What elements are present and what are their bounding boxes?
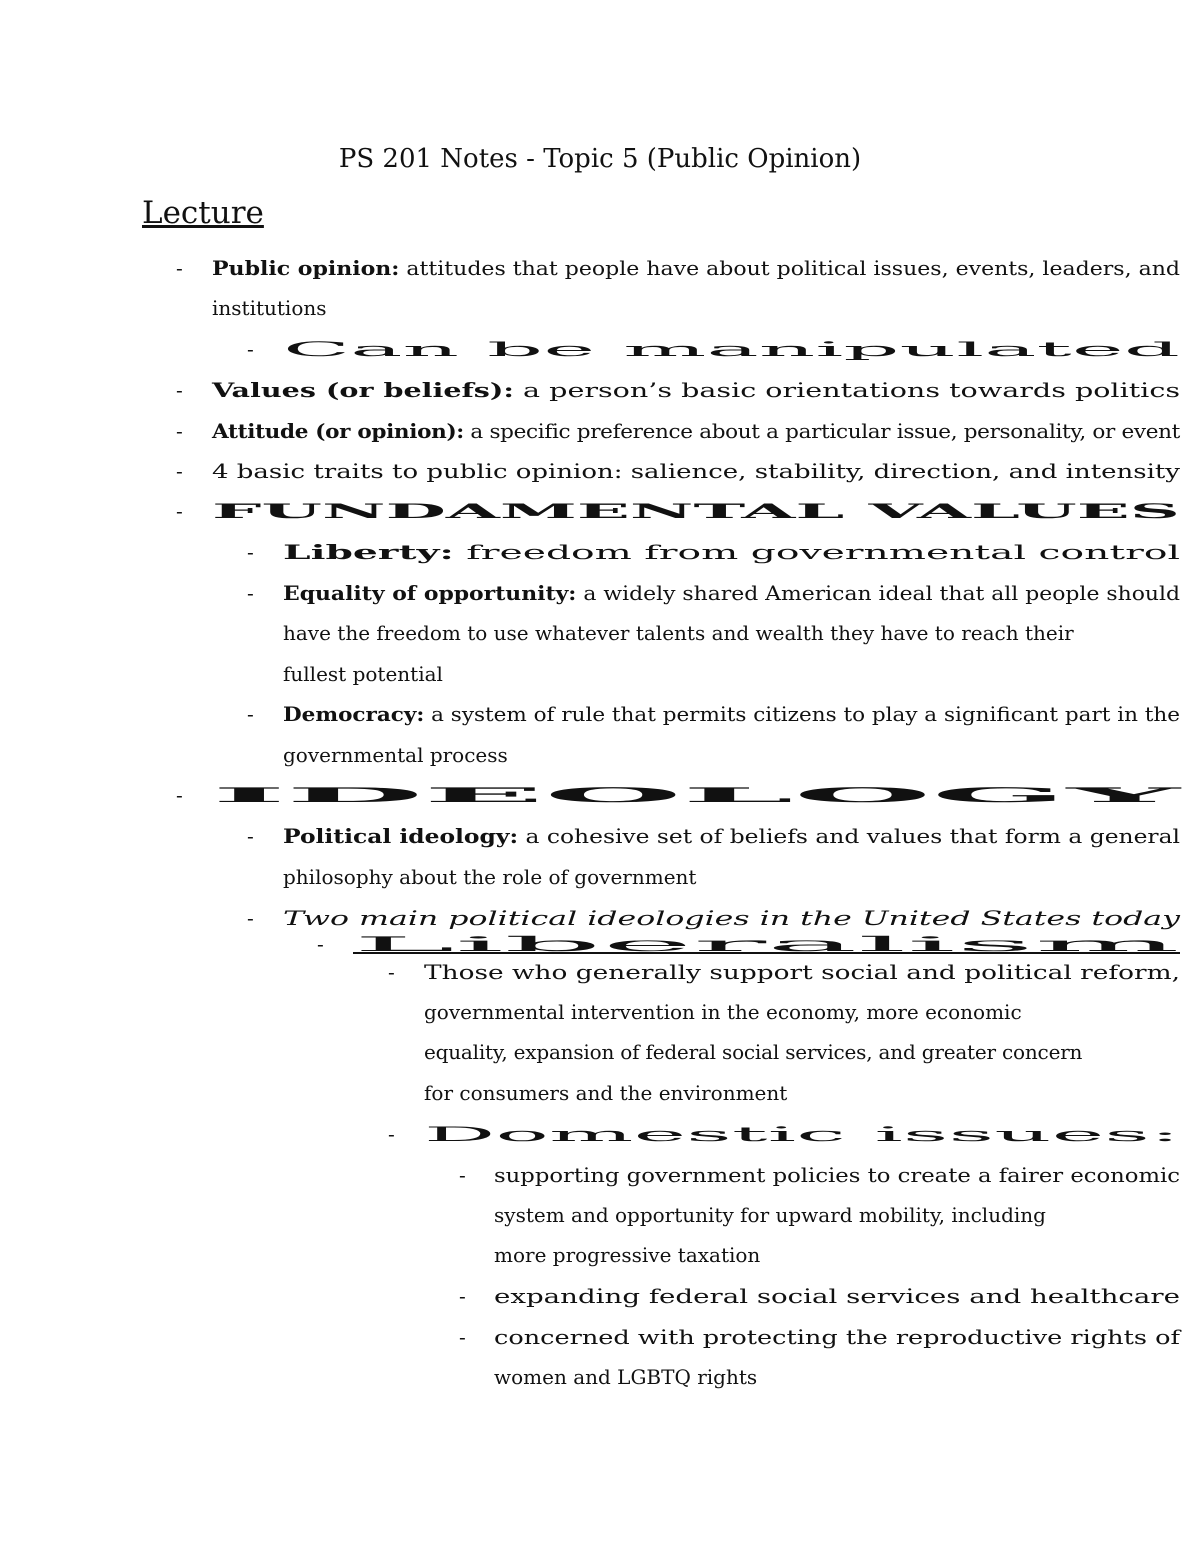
list-item-text: Domestic issues:	[424, 1122, 1180, 1146]
list-item-text	[283, 699, 1180, 729]
term-fundamental-values: FUNDAMENTAL VALUES	[212, 499, 1180, 523]
definition-equality: a widely shared American ideal that all people should	[576, 581, 1180, 605]
definition-public-opinion: attitudes that people have about political issues, events, leaders, and	[399, 256, 1180, 280]
list-item-continuation: equality, expansion of federal social services, and greater concern	[424, 1040, 1083, 1064]
bullet-dash: -	[388, 960, 395, 984]
list-item-text	[212, 253, 1180, 283]
term-ideology: IDEOLOGY	[212, 783, 1180, 807]
term-attitude: Attitude (or opinion):	[212, 419, 464, 443]
list-item-text	[283, 578, 1180, 608]
list-item-text	[212, 375, 1180, 405]
definition-attitude: a specific preference about a particular issue, personality, or event	[463, 419, 1180, 443]
list-item-continuation: women and LGBTQ rights	[494, 1365, 758, 1389]
list-item-text: Two main political ideologies in the United States today	[283, 906, 1180, 930]
list-item-text: 4 basic traits to public opinion: salience, stability, direction, and intensity	[212, 459, 1180, 483]
bullet-dash: -	[459, 1284, 466, 1308]
list-item-those-who	[0, 957, 1200, 987]
list-item-continuation: philosophy about the role of government	[283, 865, 697, 889]
bullet-dash: -	[247, 906, 254, 930]
bullet-dash: -	[247, 581, 254, 605]
term-democracy: Democracy:	[283, 702, 425, 726]
list-item-fairer-economic	[0, 1160, 1200, 1190]
list-item-liberty	[0, 537, 1200, 567]
list-item-expanding	[0, 1281, 1200, 1311]
list-item-text: Those who generally support social and political reform,	[424, 960, 1180, 984]
bullet-dash: -	[176, 459, 183, 483]
bullet-dash: -	[459, 1325, 466, 1349]
bullet-dash: -	[176, 378, 183, 402]
bullet-dash: -	[176, 783, 183, 807]
term-values: Values (or beliefs):	[212, 378, 514, 402]
definition-values: a person’s basic orientations towards politics	[513, 378, 1180, 402]
list-item-equality	[0, 578, 1200, 608]
list-item-fundamental-values	[0, 496, 1200, 526]
bullet-dash: -	[176, 499, 183, 523]
list-item-text	[283, 537, 1180, 567]
list-item-domestic-issues	[0, 1119, 1200, 1149]
bullet-dash: -	[247, 702, 254, 726]
list-item-continuation: for consumers and the environment	[424, 1081, 788, 1105]
list-item-text: concerned with protecting the reproductive rights of	[494, 1325, 1180, 1349]
list-item-liberalism	[0, 929, 1200, 959]
list-item-continuation: fullest potential	[283, 662, 443, 686]
list-item-text	[283, 821, 1180, 851]
list-item-public-opinion	[0, 253, 1200, 283]
definition-democracy: a system of rule that permits citizens to play a significant part in the	[424, 702, 1180, 726]
term-public-opinion: Public opinion:	[212, 256, 400, 280]
list-item-continuation: governmental intervention in the economy, more economic	[424, 1000, 1022, 1024]
list-item-text	[212, 416, 1180, 446]
list-item-continuation: governmental process	[283, 743, 508, 767]
list-item-concerned	[0, 1322, 1200, 1352]
section-heading-lecture: Lecture	[142, 195, 264, 231]
list-item-text: expanding federal social services and healthcare	[494, 1284, 1180, 1308]
bullet-dash: -	[247, 824, 254, 848]
term-equality: Equality of opportunity:	[283, 581, 577, 605]
list-item-ideology	[0, 780, 1200, 810]
definition-liberty: freedom from governmental control	[453, 540, 1180, 564]
list-item-continuation: institutions	[212, 296, 327, 320]
list-item-continuation: system and opportunity for upward mobility, including	[494, 1203, 1046, 1227]
bullet-dash: -	[317, 932, 324, 956]
bullet-dash: -	[459, 1163, 466, 1187]
term-liberty: Liberty:	[283, 540, 454, 564]
list-item-text: Liberalism	[353, 932, 1180, 956]
bullet-dash: -	[247, 337, 254, 361]
list-item-continuation: have the freedom to use whatever talents and wealth they have to reach their	[283, 621, 1074, 645]
list-item-political-ideology	[0, 821, 1200, 851]
bullet-dash: -	[176, 256, 183, 280]
list-item-manipulated	[0, 334, 1200, 364]
list-item-attitude	[0, 416, 1200, 446]
page-title: PS 201 Notes - Topic 5 (Public Opinion)	[338, 144, 862, 174]
list-item-traits	[0, 456, 1200, 486]
list-item-text: Can be manipulated	[283, 337, 1180, 361]
definition-political-ideology: a cohesive set of beliefs and values that form a general	[518, 824, 1180, 848]
list-item-values	[0, 375, 1200, 405]
list-item-text: supporting government policies to create a fairer economic	[494, 1163, 1180, 1187]
list-item-continuation: more progressive taxation	[494, 1243, 761, 1267]
bullet-dash: -	[176, 419, 183, 443]
bullet-dash: -	[388, 1122, 395, 1146]
list-item-democracy	[0, 699, 1200, 729]
bullet-dash: -	[247, 540, 254, 564]
term-political-ideology: Political ideology:	[283, 824, 519, 848]
